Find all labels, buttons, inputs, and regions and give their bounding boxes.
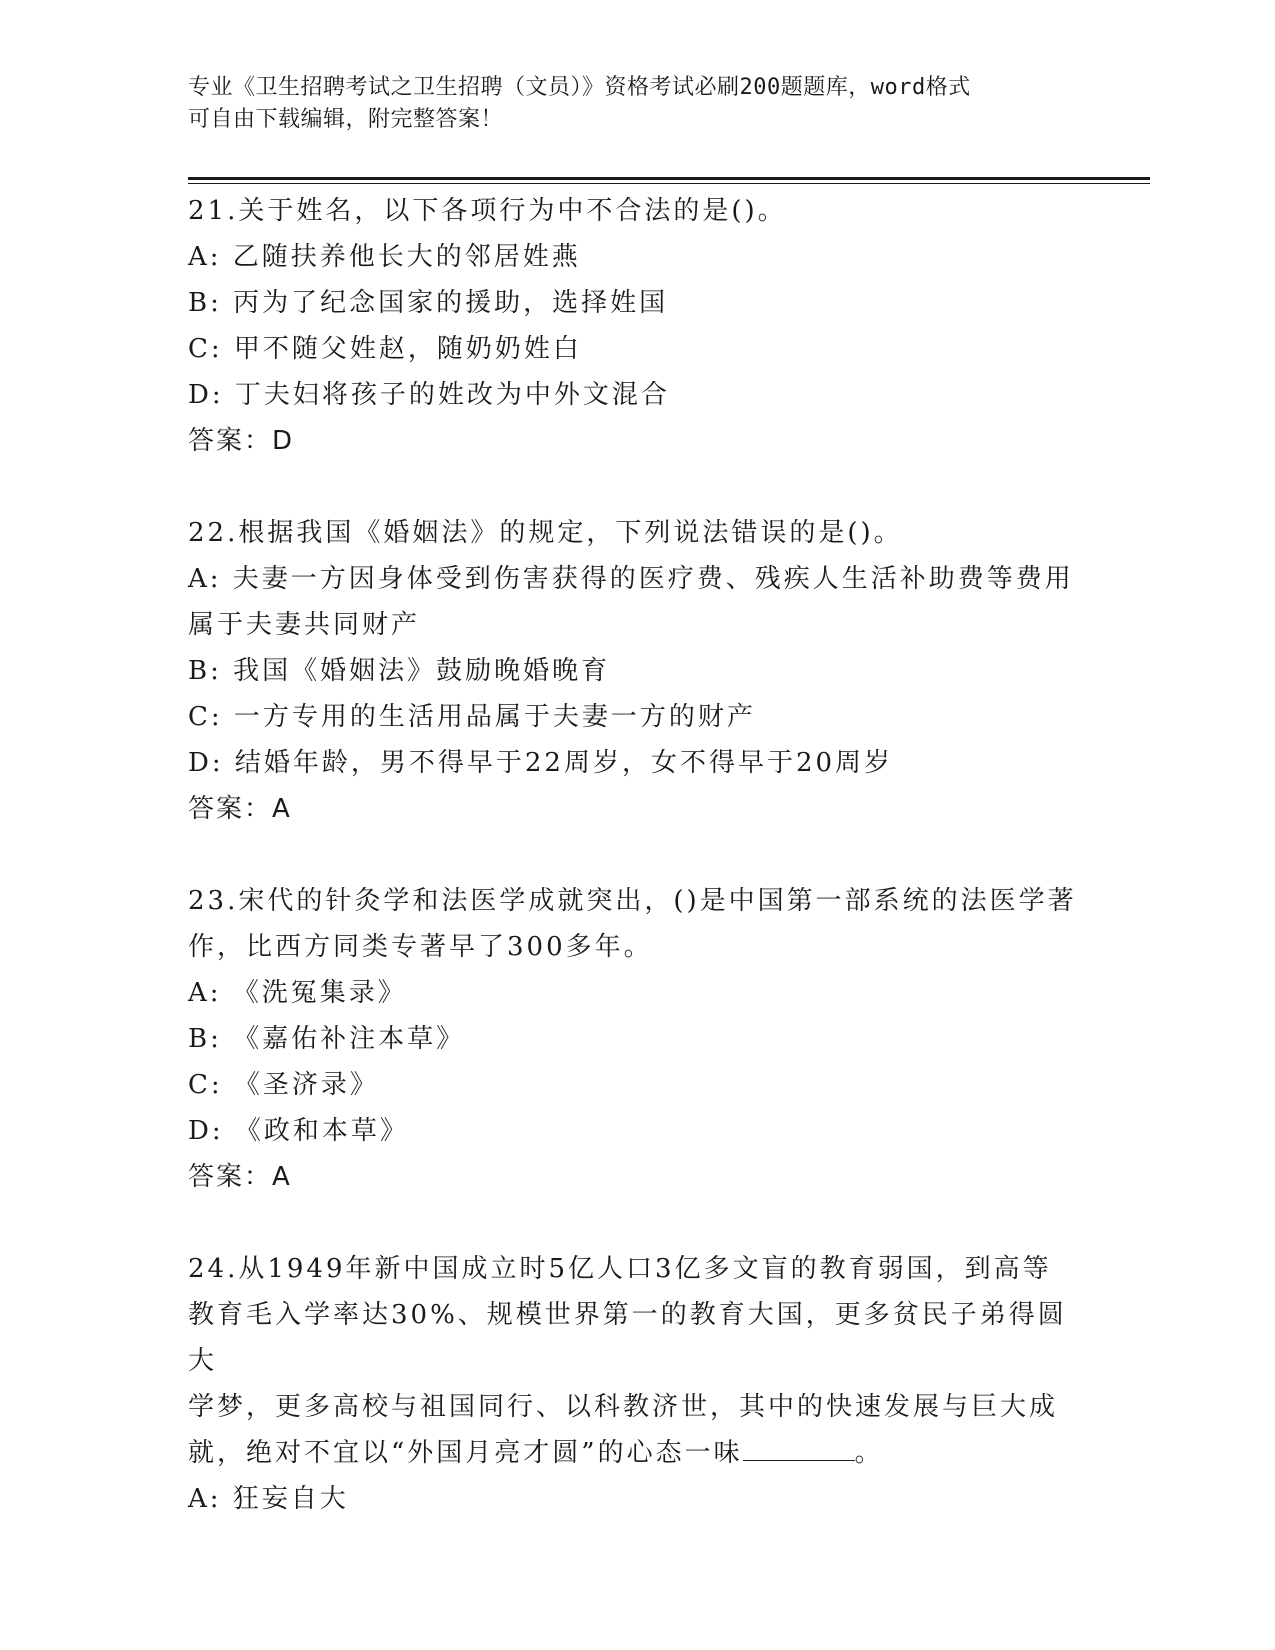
option-b: B: 丙为了纪念国家的援助，选择姓国 — [188, 288, 669, 318]
question-stem-line-4 — [188, 1430, 1088, 1476]
header-divider-thin — [188, 183, 1150, 184]
option-a: A: 狂妄自大 — [188, 1484, 349, 1514]
document-header — [188, 72, 1068, 136]
question-stem: 22.根据我国《婚姻法》的规定，下列说法错误的是()。 — [188, 518, 903, 548]
question-stem-end: 。 — [854, 1438, 884, 1468]
option-d: D: 丁夫妇将孩子的姓改为中外文混合 — [188, 380, 670, 410]
question-21 — [188, 188, 1088, 464]
question-stem-line-2: 作，比西方同类专著早了300多年。 — [188, 932, 653, 962]
option-c: C: 甲不随父姓赵，随奶奶姓白 — [188, 334, 582, 364]
question-22 — [188, 510, 1088, 832]
option-a: A: 《洗冤集录》 — [188, 978, 407, 1008]
option-b: B: 我国《婚姻法》鼓励晚婚晚育 — [188, 656, 611, 686]
option-c: C: 《圣济录》 — [188, 1070, 379, 1100]
fill-in-blank — [743, 1430, 855, 1461]
answer-label: 答案：A — [188, 794, 292, 824]
question-stem-line-1: 23.宋代的针灸学和法医学成就突出，()是中国第一部系统的法医学著 — [188, 886, 1077, 916]
option-b: B: 《嘉佑补注本草》 — [188, 1024, 466, 1054]
answer-label: 答案：A — [188, 1162, 292, 1192]
question-23 — [188, 878, 1088, 1200]
question-stem-line-1: 24.从1949年新中国成立时5亿人口3亿多文盲的教育弱国，到高等 — [188, 1254, 1052, 1284]
option-a-continued: 属于夫妻共同财产 — [188, 610, 421, 640]
header-title-line-2: 可自由下载编辑，附完整答案！ — [188, 107, 504, 132]
question-stem-line-3: 学梦，更多高校与祖国同行、以科教济世，其中的快速发展与巨大成 — [188, 1392, 1059, 1422]
option-d: D: 结婚年龄，男不得早于22周岁，女不得早于20周岁 — [188, 748, 894, 778]
header-title-line-1: 专业《卫生招聘考试之卫生招聘（文员）》资格考试必刷200题题库，word格式 — [188, 75, 971, 100]
header-divider-thick — [188, 177, 1150, 180]
option-a: A: 夫妻一方因身体受到伤害获得的医疗费、残疾人生活补助费等费用 — [188, 564, 1074, 594]
answer-label: 答案：D — [188, 426, 295, 456]
question-stem: 21.关于姓名，以下各项行为中不合法的是()。 — [188, 196, 787, 226]
question-stem-line-2: 教育毛入学率达30%、规模世界第一的教育大国，更多贫民子弟得圆大 — [188, 1300, 1067, 1376]
question-list — [188, 188, 1088, 1568]
question-24 — [188, 1246, 1088, 1522]
option-d: D: 《政和本草》 — [188, 1116, 409, 1146]
option-c: C: 一方专用的生活用品属于夫妻一方的财产 — [188, 702, 756, 732]
question-stem-text: 就，绝对不宜以“外国月亮才圆”的心态一味 — [188, 1438, 743, 1468]
option-a: A: 乙随扶养他长大的邻居姓燕 — [188, 242, 581, 272]
